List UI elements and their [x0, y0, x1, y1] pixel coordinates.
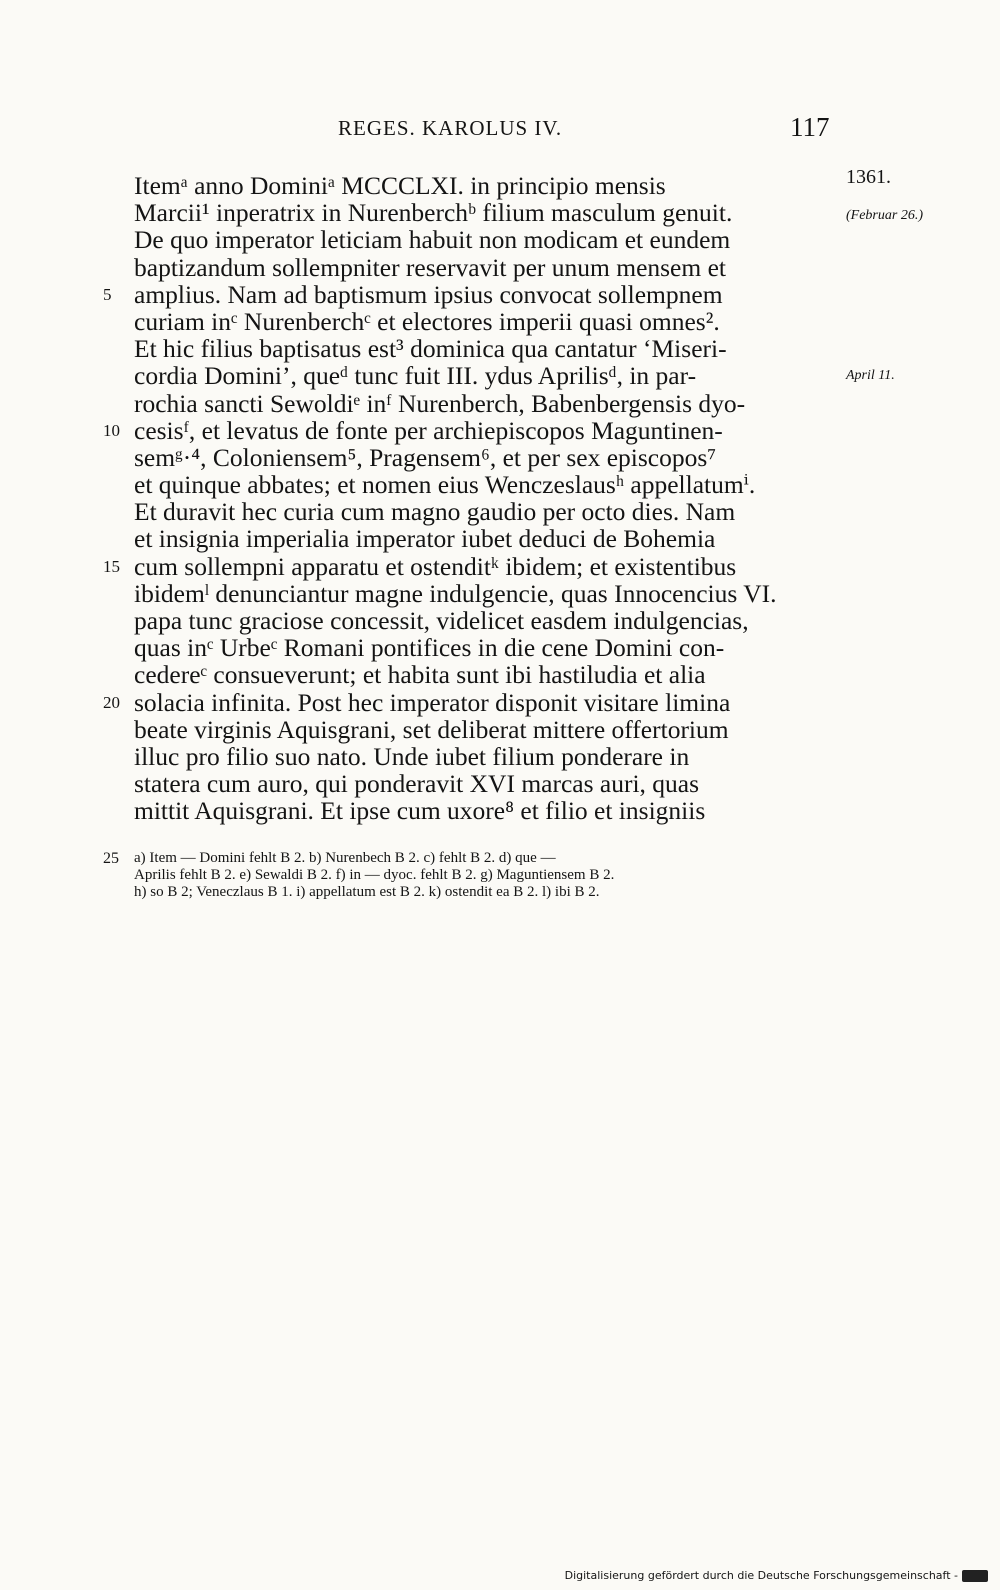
line-text: cum sollempni apparatu et ostenditᵏ ibidem; et existentibus	[134, 551, 737, 581]
running-title: REGES. KAROLUS IV.	[338, 116, 563, 140]
text-line	[134, 166, 891, 200]
text-line	[134, 198, 923, 228]
text-line	[134, 743, 834, 770]
running-header	[0, 112, 1000, 146]
margin-year: 1361.	[846, 166, 891, 188]
line-text: Marcii¹ inperatrix in Nurenberchᵇ filium masculum genuit.	[134, 198, 733, 228]
line-number: 20	[103, 692, 120, 712]
text-line	[134, 498, 834, 525]
text-line	[134, 580, 834, 607]
line-text: quas inᶜ Urbeᶜ Romani pontifices in die cene Domini con-	[134, 633, 725, 663]
line-text: statera cum auro, qui ponderavit XVI marcas auri, quas	[134, 769, 700, 799]
line-text: cordia Domini’, queᵈ tunc fuit III. ydus Aprilisᵈ, in par-	[134, 361, 697, 391]
text-line	[134, 471, 834, 498]
margin-date: April 11.	[846, 368, 895, 384]
line-text: et insignia imperialia imperator iubet deduci de Bohemia	[134, 524, 716, 554]
text-line	[134, 634, 834, 661]
apparatus-line	[103, 850, 834, 867]
dfg-logo-icon	[962, 1570, 988, 1582]
text-line	[103, 279, 834, 309]
text-line	[134, 797, 834, 824]
line-number: 25	[103, 850, 119, 867]
line-text: beate virginis Aquisgrani, set deliberat mittere offertorium	[134, 714, 729, 744]
text-line	[134, 716, 834, 743]
line-text: ibidemˡ denunciantur magne indulgencie, quas Innocencius VI.	[134, 578, 777, 608]
text-line	[134, 335, 834, 362]
main-text	[103, 166, 923, 826]
text-line	[134, 390, 834, 417]
line-text: et quinque abbates; et nomen eius Wenczeslausʰ appellatumⁱ.	[134, 470, 756, 500]
text-line	[134, 661, 834, 688]
line-text: cesisᶠ, et levatus de fonte per archiepiscopos Maguntinen-	[134, 415, 723, 445]
apparatus-line	[134, 884, 834, 901]
text-line	[103, 415, 834, 445]
text-line	[134, 444, 834, 471]
apparatus-text: h) so B 2; Veneczlaus B 1. i) appellatum est B 2. k) ostendit ea B 2. l) ibi B 2.	[134, 884, 600, 900]
line-text: mittit Aquisgrani. Et ipse cum uxore⁸ et filio et insigniis	[134, 796, 706, 826]
text-line	[134, 361, 895, 391]
line-text: papa tunc graciose concessit, videlicet easdem indulgencias,	[134, 606, 749, 635]
line-number: 15	[103, 556, 120, 576]
footer-credit	[565, 1569, 988, 1582]
line-text: baptizandum sollempniter reservavit per unum mensem et	[134, 252, 726, 282]
line-number: 10	[103, 420, 120, 440]
line-text: curiam inᶜ Nurenberchᶜ et electores imperii quasi omnes².	[134, 306, 720, 336]
apparatus-text: a) Item — Domini fehlt B 2. b) Nurenbech B 2. c) fehlt B 2. d) que —	[134, 850, 556, 866]
line-text: semᵍ·⁴, Coloniensem⁵, Pragensem⁶, et per sex episcopos⁷	[134, 442, 717, 472]
text-line	[134, 607, 834, 634]
line-text: Et duravit hec curia cum magno gaudio per octo dies. Nam	[134, 497, 736, 527]
text-line	[103, 551, 834, 581]
footer-text: Digitalisierung gefördert durch die Deutsche Forschungsgemeinschaft -	[564, 1569, 958, 1582]
line-text: De quo imperator leticiam habuit non modicam et eundem	[134, 225, 731, 255]
text-line	[134, 308, 834, 335]
text-line	[134, 254, 834, 281]
line-text: solacia infinita. Post hec imperator disponit visitare limina	[134, 687, 731, 717]
page-number: 117	[790, 112, 830, 142]
line-text: cedereᶜ consueverunt; et habita sunt ibi hastiludia et alia	[134, 660, 706, 690]
line-text: rochia sancti Sewoldiᵉ inᶠ Nurenberch, Babenbergensis dyo-	[134, 388, 746, 418]
text-line	[134, 525, 834, 552]
line-number: 5	[103, 284, 112, 304]
apparatus-line	[134, 867, 834, 884]
line-text: illuc pro filio suo nato. Unde iubet filium ponderare in	[134, 741, 690, 771]
apparatus-criticus	[103, 850, 834, 901]
text-line	[134, 770, 834, 797]
margin-date: (Februar 26.)	[846, 208, 923, 224]
line-text: Itemᵃ anno Dominiᵃ MCCCLXI. in principio mensis	[134, 171, 666, 200]
text-line	[103, 687, 834, 717]
apparatus-text: Aprilis fehlt B 2. e) Sewaldi B 2. f) in — dyoc. fehlt B 2. g) Maguntiensem B 2.	[134, 867, 615, 883]
line-text: Et hic filius baptisatus est³ dominica qua cantatur ‘Miseri-	[134, 334, 727, 364]
line-text: amplius. Nam ad baptismum ipsius convocat sollempnem	[134, 279, 723, 309]
text-line	[134, 226, 834, 253]
